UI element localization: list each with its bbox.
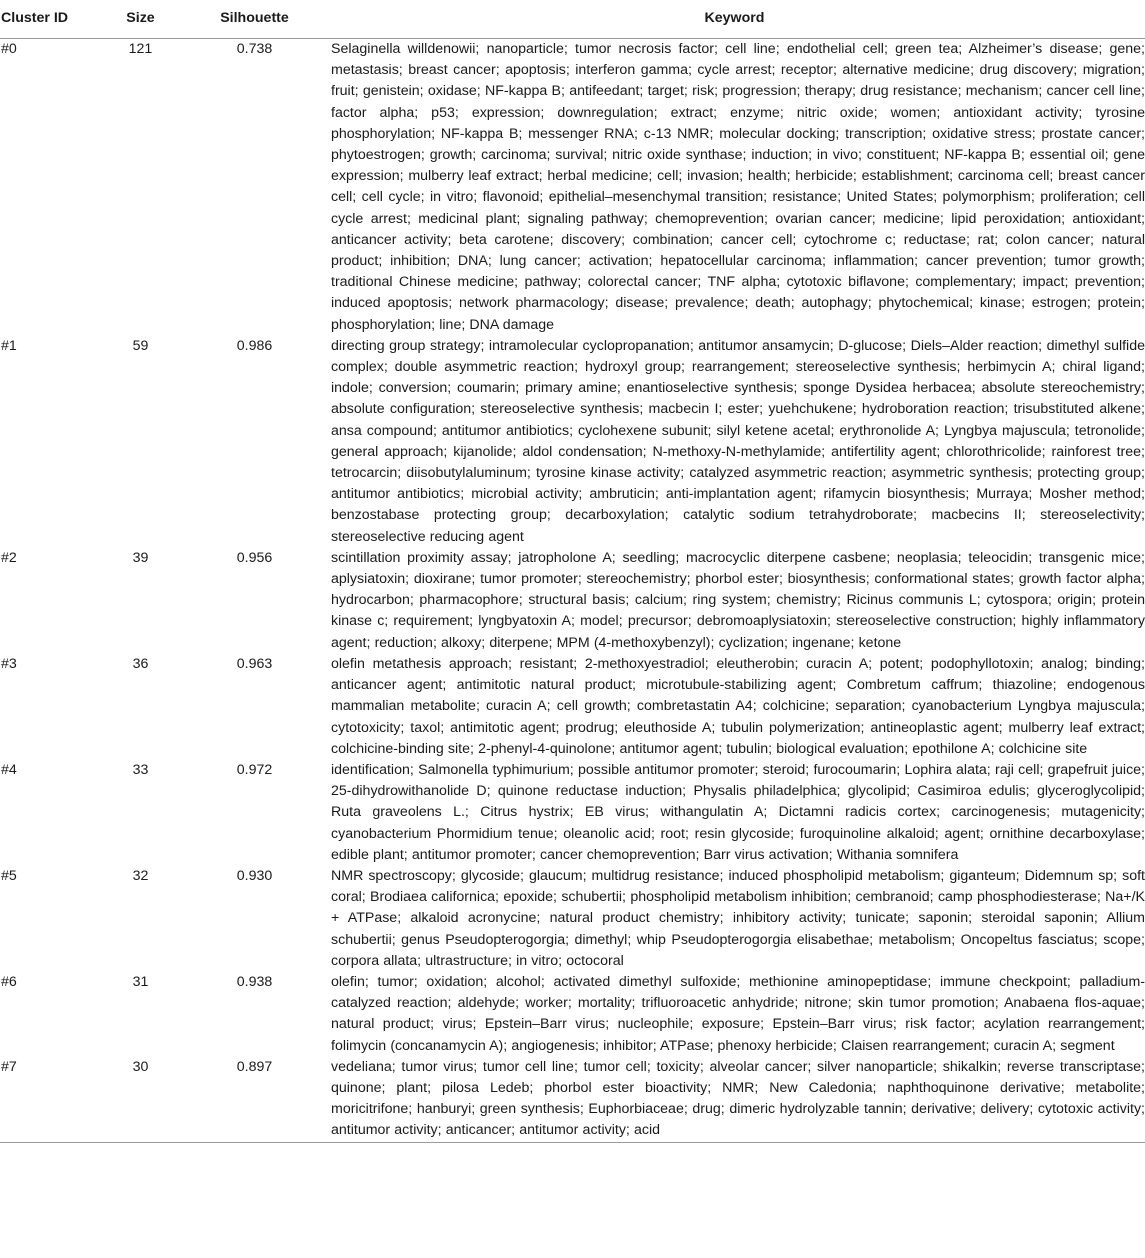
cell-size: 33 <box>132 761 149 778</box>
cell-silhouette: 0.986 <box>236 337 273 354</box>
table-body <box>0 39 1145 1143</box>
cell-keywords: Selaginella willdenowii; nanoparticle; tumor necrosis factor; cell line; endothelial cell; green tea; Alzheimer’s disease; gene; metastasis; breast cancer; apoptosis; interferon gamma; cycle arrest; receptor; alternative medicine; drug discovery; migration; fruit; genistein; oxidase; NF-kappa B; antifeedant; target; risk; progression; therapy; drug resistance; mechanism; cancer cell line; factor alpha; p53; expression; downregulation; extract; enzyme; nitric oxide; women; antioxidant activity; tyrosine phosphorylation; NF-kappa B; messenger RNA; c-13 NMR; molecular docking; transcription; oxidative stress; prostate cancer; phytoestrogen; growth; carcinoma; survival; nitric oxide synthase; induction; in vivo; constituent; NF-kappa B; essential oil; gene expression; mulberry leaf extract; herbal medicine; cell; invasion; health; herbicide; establishment; carcinoma cell; breast cancer cell; cell cycle; in vitro; flavonoid; epithelial–mesenchymal transition; resistance; United States; polymorphism; proliferation; cell cycle arrest; medicinal plant; signaling pathway; chemoprevention; ovarian cancer; medicine; lipid peroxidation; antioxidant; anticancer activity; beta carotene; discovery; combination; cancer cell; cytochrome c; reductase; rat; colon cancer; natural product; inhibition; DNA; lung cancer; activation; hepatocellular carcinoma; inflammation; cancer prevention; tumor growth; traditional Chinese medicine; pathway; colorectal cancer; TNF alpha; cytotoxic biflavone; complementary; impact; prevention; induced apoptosis; network pharmacology; disease; prevalence; death; autophagy; phytochemical; kinase; estrogen; protein; phosphorylation; line; DNA damage <box>331 41 1145 333</box>
cell-size: 32 <box>132 867 149 884</box>
header-silhouette: Silhouette <box>220 10 289 27</box>
cell-keywords: NMR spectroscopy; glycoside; glaucum; multidrug resistance; induced phospholipid metabolism; giganteum; Didemnum sp; soft coral; Brodiaea californica; epoxide; schubertii; phospholipid metabolism inhibition; cembranoid; camp phosphodiesterase; Na+/K + ATPase; alkaloid acronycine; natural product chemistry; inhibitory activity; tunicate; saponin; steroidal saponin; Allium schubertii; genus Pseudopterogorgia; dimethyl; whip Pseudopterogorgia elisabethae; metabolism; Oncopeltus fasciatus; scope; corpora allata; ultrastructure; in vitro; octocoral <box>331 867 1145 969</box>
cell-size: 121 <box>128 41 153 57</box>
cell-cluster-id: #3 <box>1 655 17 672</box>
cell-keywords: directing group strategy; intramolecular cyclopropanation; antitumor ansamycin; D-glucose; Diels–Alder reaction; dimethyl sulfide complex; double asymmetric reaction; hydroxyl group; rearrangement; stereoselective synthesis; herbimycin A; chiral ligand; indole; conversion; coumarin; primary amine; enantioselective synthesis; sponge Dysidea herbacea; absolute stereochemistry; absolute configuration; stereoselective synthesis; macbecin I; ester; yuehchukene; hydroboration reaction; trisubstituted alkene; ansa compound; antitumor antibiotics; cyclohexene subunit; silyl ketene acetal; erythronolide A; Lyngbya majuscula; tetronolide; general approach; kijanolide; aldol condensation; N-methoxy-N-methylamide; antifertility agent; chlorothricolide; rainforest tree; tetrocarcin; diisobutylaluminum; tyrosine kinase activity; catalyzed asymmetric reaction; asymmetric synthesis; protecting group; antitumor antibiotics; microbial activity; ambruticin; anti-implantation agent; rifamycin biosynthesis; Murraya; Mosher method; benzostabase protecting group; decarboxylation; catalytic sodium tetrahydroborate; macbecins II; stereoselectivity; stereoselective reducing agent <box>331 337 1145 545</box>
cell-silhouette: 0.930 <box>236 867 273 884</box>
table-row <box>0 654 1145 760</box>
cell-cluster-id: #7 <box>1 1058 17 1075</box>
header-size: Size <box>126 10 155 27</box>
table-row <box>0 548 1145 654</box>
cell-cluster-id: #4 <box>1 761 17 778</box>
table-row <box>0 972 1145 1057</box>
header-cluster-id: Cluster ID <box>1 10 69 27</box>
table-row <box>0 336 1145 548</box>
cell-silhouette: 0.972 <box>236 761 273 778</box>
table-row <box>0 760 1145 866</box>
cell-size: 36 <box>132 655 149 672</box>
header-keyword: Keyword <box>704 10 765 27</box>
cell-cluster-id: #6 <box>1 973 17 990</box>
cell-keywords: olefin; tumor; oxidation; alcohol; activated dimethyl sulfoxide; methionine aminopeptidase; immune checkpoint; palladium-catalyzed reaction; aldehyde; worker; mortality; trifluoroacetic anhydride; nitrone; skin tumor promotion; Anabaena flos-aquae; natural product; virus; Epstein–Barr virus; nucleophile; exposure; Epstein–Barr virus; risk factor; acylation rearrangement; folimycin (concanamycin A); angiogenesis; inhibitor; ATPase; phenoxy herbicide; Claisen rearrangement; curacin A; segment <box>331 973 1145 1054</box>
table-row <box>0 39 1145 336</box>
cell-keywords: olefin metathesis approach; resistant; 2-methoxyestradiol; eleutherobin; curacin A; potent; podophyllotoxin; analog; binding; anticancer agent; antimitotic natural product; microtubule-stabilizing agent; Combretum caffrum; thiazoline; endogenous mammalian metabolite; curacin A; cell growth; combretastatin A4; colchicine; separation; cyanobacterium Lyngbya majuscula; cytotoxicity; taxol; antimitotic agent; prodrug; eleuthoside A; tubulin polymerization; antineoplastic agent; mulberry leaf extract; colchicine-binding site; 2-phenyl-4-quinolone; antitumor agent; tubulin; biological evaluation; epothilone A; colchicine site <box>331 655 1145 757</box>
cell-keywords: vedeliana; tumor virus; tumor cell line; tumor cell; toxicity; alveolar cancer; silver nanoparticle; shikalkin; reverse transcriptase; quinone; plant; pilosa Ledeb; phorbol ester bioactivity; NMR; New Caledonia; naphthoquinone derivative; metabolite; moricitrifone; hanburyi; green synthesis; Euphorbiaceae; drug; dimeric hydrolyzable tannin; derivative; delivery; cytotoxic activity; antitumor activity; anticancer; antitumor activity; acid <box>331 1058 1145 1139</box>
table-row <box>0 866 1145 972</box>
cell-keywords: scintillation proximity assay; jatropholone A; seedling; macrocyclic diterpene casbene; neoplasia; teleocidin; transgenic mice; aplysiatoxin; dioxirane; tumor promoter; stereochemistry; phorbol ester; biosynthesis; conformational states; growth factor alpha; hydrocarbon; pharmacophore; structural basis; calcium; ring system; chemistry; Ricinus communis L; cytospora; origin; protein kinase c; requirement; lyngbyatoxin A; model; precursor; debromoaplysiatoxin; stereoselective construction; highly inflammatory agent; reduction; alkoxy; diterpene; MPM (4-methoxybenzyl); cyclization; ingenane; ketone <box>331 549 1145 651</box>
cell-cluster-id: #1 <box>1 337 17 354</box>
cell-silhouette: 0.963 <box>236 655 273 672</box>
cell-cluster-id: #5 <box>1 867 17 884</box>
cell-size: 39 <box>132 549 149 566</box>
cell-silhouette: 0.956 <box>236 549 273 566</box>
cell-size: 59 <box>132 337 149 354</box>
cell-silhouette: 0.738 <box>236 41 273 57</box>
cell-size: 30 <box>132 1058 149 1075</box>
cell-silhouette: 0.938 <box>236 973 273 990</box>
cell-silhouette: 0.897 <box>236 1058 273 1075</box>
cell-cluster-id: #0 <box>1 41 17 57</box>
table-row <box>0 1057 1145 1142</box>
cell-cluster-id: #2 <box>1 549 17 566</box>
table-header <box>0 0 1145 39</box>
cell-size: 31 <box>132 973 149 990</box>
cell-keywords: identification; Salmonella typhimurium; possible antitumor promoter; steroid; furocoumarin; Lophira alata; raji cell; grapefruit juice; 25-dihydrowithanolide D; quinone reductase induction; Physalis philadelphica; glycolipid; Casimiroa edulis; glyceroglycolipid; Ruta graveolens L.; Citrus hystrix; EB virus; withangulatin A; Dictamni radicis cortex; carcinogenesis; mutagenicity; cyanobacterium Phormidium tenue; oleanolic acid; root; resin glycoside; furoquinoline alkaloid; agent; ornithine decarboxylase; edible plant; antitumor promoter; cancer chemoprevention; Barr virus activation; Withania somnifera <box>331 761 1145 863</box>
header-row <box>0 0 1145 39</box>
